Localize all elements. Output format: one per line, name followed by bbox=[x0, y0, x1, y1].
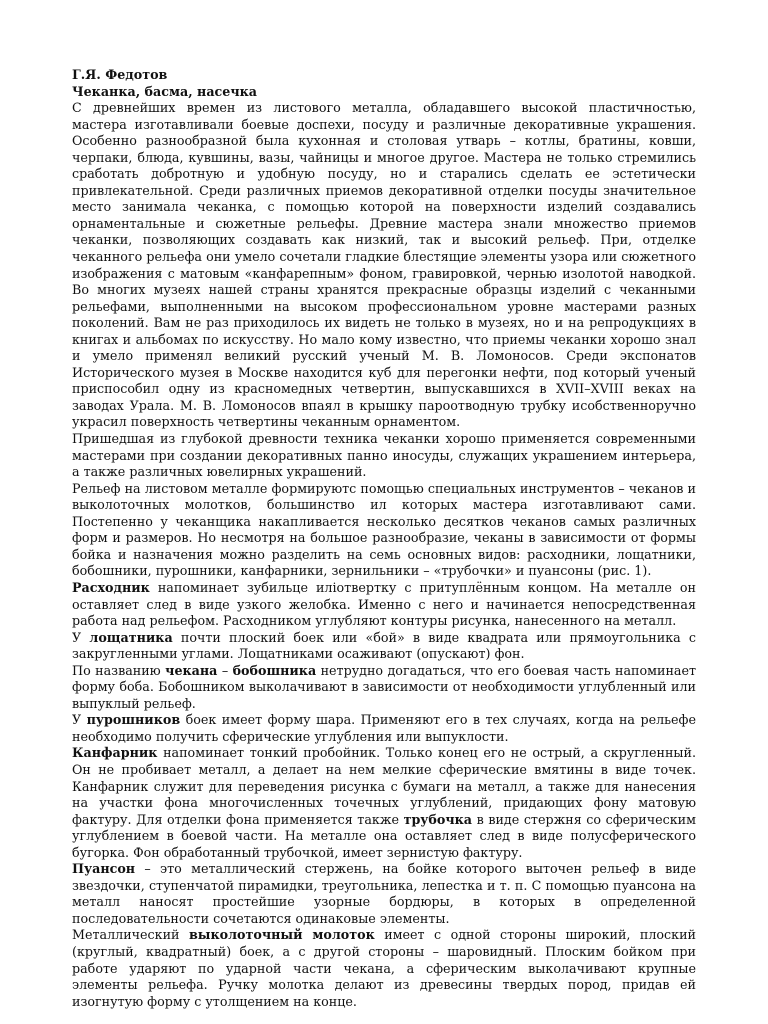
author-name: Г.Я. Федотов bbox=[72, 67, 168, 82]
text-run: У bbox=[72, 712, 87, 728]
text-run: По названию bbox=[72, 662, 166, 678]
bold-term: трубочка bbox=[403, 811, 473, 827]
bold-term: чекана bbox=[165, 662, 218, 678]
paragraph bbox=[72, 861, 696, 927]
text-run: напоминает зубильце иліотвертку с притуплённым концом. На металле он оставляет след в виде узкого желобка. Именно с него и начинается непосредственная работа над рельефом. Расходником углубляют контуры рисунка, нанесенного на металл. bbox=[72, 579, 696, 629]
paragraph bbox=[72, 481, 696, 580]
text-run: Рельеф на листовом металле формируютс помощью специальных инструментов – чеканов и выколоточных молотков, большинство ил которых мастера изготавливают сами. Постепенно у чеканщика накапливается несколько десятков чеканов самых различных форм и размеров. Но несмотря на большое разнообразие, чеканы в зависимости от формы бойка и назначения можно разделить на семь основных видов: расходники, лощатники, бобошники, пурошники, канфарники, зернильники – «трубочки» и пуансоны (рис. 1). bbox=[72, 480, 696, 579]
text-run: в виде стержня со сферическим углублением в боевой части. На металле она оставляет след в виде полусферического бугорка. Фон обработанный трубочкой, имеет зернистую фактуру. bbox=[72, 811, 696, 860]
bold-term: бобошника bbox=[232, 662, 317, 678]
text-run: С древнейших времен из листового металла, обладавшего высокой пластичностью, мастера изготавливали боевые доспехи, посуду и различные декоративные украшения. Особенно разнообразной была кухонная и столовая утварь – котлы, братины, ковши, черпаки, блюда, кувшины, вазы, чайницы и многое другое. Мастера не только стремились сработать добротную и удобную посуду, но и старались сделать ее эстетически привлекательной. Среди различных приемов декоративной отделки посуды значительное место занимала чеканка, с помощью которой на поверхности изделий создавались орнаментальные и сюжетные рельефы. Древние мастера знали множество приемов чеканки, позволяющих создавать как низкий, так и высокий рельеф. При, отделке чеканного рельефа они умело сочетали гладкие блестящие элементы узора или сюжетного изображения с матовым «канфарепным» фоном, гравировкой, чернью изолотой наводкой. Во многих музеях нашей страны хранятся прекрасные образцы изделий с чеканными рельефами, выполненными на высоком профессиональном уровне мастерами разных поколений. Вам не раз приходилось их видеть не только в музеях, но и на репродукциях в книгах и альбомах по искусству. Но мало кому известно, что приемы чеканки хорошо знал и умело применял великий русский ученый М. В. Ломоносов. Среди экспонатов Исторического музея в Москве находится куб для перегонки нефти, под который ученый приспособил одну из красномедных четвертин, выпускавшихся в XVII–XVIII веках на заводах Урала. М. В. Ломоносов впаял в крышку пароотводную трубку исобственноручно украсил поверхность четвертины чеканным орнаментом. bbox=[72, 100, 696, 430]
bold-term: выколоточный молоток bbox=[188, 927, 375, 943]
text-run: – bbox=[217, 662, 233, 678]
bold-term: лощатника bbox=[89, 629, 173, 645]
article-body bbox=[72, 100, 696, 1010]
text-run: – это металлический стержень, на бойке которого выточен рельеф в виде звездочки, ступенчатой пирамидки, треугольника, лепестка и т. п. С помощью пуансона на металл наносят простейшие узорные бордюры, в которых в определенной последовательности сочетаются одинаковые элементы. bbox=[72, 861, 696, 926]
paragraph bbox=[72, 100, 696, 431]
bold-term: Канфарник bbox=[72, 745, 158, 761]
paragraph bbox=[72, 927, 696, 1010]
text-run: имеет с одной стороны широкий, плоский (круглый, квадратный) боек, а с другой стороны – шаровидный. Плоским бойком при работе ударяют по ударной части чекана, а сферическим выколачивают крупные элементы рельефа. Ручку молотка делают из древесины твердых пород, придав ей изогнутую форму с утолщением на конце. bbox=[72, 927, 696, 1009]
text-run: нетрудно догадаться, что его боевая часть напоминает форму боба. Бобошником выколачивают в зависимости от необходимости углубленный или выпуклый рельеф. bbox=[72, 662, 697, 711]
paragraph bbox=[72, 663, 696, 713]
text-run: почти плоский боек или «бой» в виде квадрата или прямоугольника с закругленными углами. Лощатниками осаживают (опускают) фон. bbox=[72, 629, 696, 662]
document-page bbox=[72, 67, 696, 1010]
paragraph bbox=[72, 745, 696, 861]
text-run: У bbox=[72, 629, 90, 645]
bold-term: пурошников bbox=[86, 712, 181, 728]
bold-term: Пуансон bbox=[72, 861, 136, 877]
text-run: Металлический bbox=[72, 927, 189, 943]
text-run: боек имеет форму шара. Применяют его в тех случаях, когда на рельефе необходимо получить сферические углубления или выпуклости. bbox=[72, 712, 696, 744]
paragraph bbox=[72, 712, 696, 745]
text-run: Пришедшая из глубокой древности техника чеканки хорошо применяется современными мастерами при создании декоративных панно иносуды, служащих украшением интерьера, а также различных ювелирных украшений. bbox=[72, 431, 696, 480]
bold-term: Расходник bbox=[72, 579, 150, 595]
paragraph bbox=[72, 431, 696, 481]
text-run: напоминает тонкий пробойник. Только конец его не острый, а скругленный. Он не пробивает металл, а делает на нем мелкие сферические вмятины в виде точек. Канфарник служит для переведения рисунка с бумаги на металл, а также для нанесения на участки фона многочисленных точечных углублений, придающих фону матовую фактуру. Для отделки фона применяется также bbox=[72, 745, 696, 827]
paragraph bbox=[72, 580, 696, 630]
paragraph bbox=[72, 630, 696, 663]
article-title: Чеканка, басма, насечка bbox=[72, 83, 258, 99]
